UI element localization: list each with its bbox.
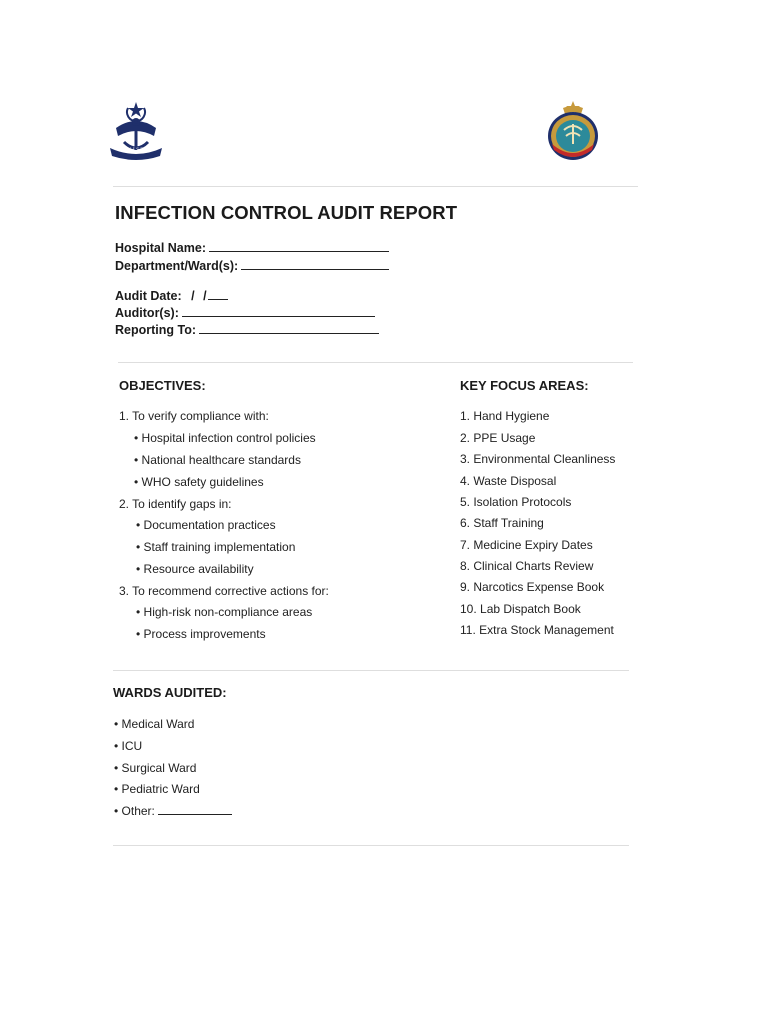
ward-item: • Medical Ward bbox=[114, 717, 195, 731]
focus-area-item: 3. Environmental Cleanliness bbox=[460, 452, 616, 466]
audit-date-label: Audit Date: bbox=[115, 289, 182, 303]
department-label: Department/Ward(s): bbox=[115, 259, 239, 273]
hospital-name-label: Hospital Name: bbox=[115, 241, 206, 255]
objectives-heading: OBJECTIVES: bbox=[119, 378, 206, 393]
focus-area-item: 6. Staff Training bbox=[460, 516, 544, 530]
objective-item: 1. To verify compliance with: bbox=[119, 409, 269, 423]
hospital-emblem-icon bbox=[546, 100, 600, 162]
section-divider bbox=[118, 362, 633, 363]
focus-areas-heading: KEY FOCUS AREAS: bbox=[460, 378, 589, 393]
reporting-to-field[interactable] bbox=[115, 322, 379, 337]
ward-item: • ICU bbox=[114, 739, 143, 753]
auditors-field[interactable] bbox=[115, 305, 375, 320]
report-title: INFECTION CONTROL AUDIT REPORT bbox=[115, 202, 458, 223]
section-divider bbox=[113, 670, 629, 671]
focus-area-item: 9. Narcotics Expense Book bbox=[460, 580, 605, 594]
ward-other-line[interactable] bbox=[158, 804, 232, 815]
department-line[interactable] bbox=[241, 258, 389, 270]
hospital-name-field[interactable] bbox=[115, 240, 389, 255]
ward-item: • Surgical Ward bbox=[114, 761, 197, 775]
department-field[interactable] bbox=[115, 258, 389, 273]
audit-date-separator: / bbox=[191, 289, 195, 303]
ward-item: • Other: bbox=[114, 804, 155, 818]
focus-area-item: 2. PPE Usage bbox=[460, 431, 536, 445]
audit-date-separator: / bbox=[203, 289, 207, 303]
focus-area-item: 7. Medicine Expiry Dates bbox=[460, 538, 593, 552]
focus-area-item: 10. Lab Dispatch Book bbox=[460, 602, 581, 616]
ward-other-field[interactable] bbox=[114, 804, 232, 818]
focus-area-item: 1. Hand Hygiene bbox=[460, 409, 550, 423]
audit-date-line[interactable] bbox=[208, 288, 228, 300]
objective-item: • Process improvements bbox=[136, 627, 266, 641]
objective-item: • WHO safety guidelines bbox=[134, 475, 264, 489]
reporting-to-label: Reporting To: bbox=[115, 323, 196, 337]
focus-area-item: 4. Waste Disposal bbox=[460, 474, 557, 488]
objective-item: 3. To recommend corrective actions for: bbox=[119, 584, 329, 598]
objective-item: • National healthcare standards bbox=[134, 453, 301, 467]
header-divider bbox=[113, 186, 638, 187]
focus-area-item: 8. Clinical Charts Review bbox=[460, 559, 594, 573]
footer-divider bbox=[113, 845, 629, 846]
audit-date-field[interactable] bbox=[115, 288, 228, 303]
auditors-line[interactable] bbox=[182, 305, 375, 317]
wards-audited-heading: WARDS AUDITED: bbox=[113, 685, 227, 700]
hospital-name-line[interactable] bbox=[209, 240, 389, 252]
focus-area-item: 11. Extra Stock Management bbox=[460, 623, 614, 637]
objective-item: 2. To identify gaps in: bbox=[119, 497, 232, 511]
objective-item: • High-risk non-compliance areas bbox=[136, 605, 313, 619]
ward-item: • Pediatric Ward bbox=[114, 782, 200, 796]
reporting-to-line[interactable] bbox=[199, 322, 379, 334]
objective-item: • Hospital infection control policies bbox=[134, 431, 316, 445]
navy-anchor-crest-icon bbox=[108, 100, 164, 162]
focus-area-item: 5. Isolation Protocols bbox=[460, 495, 572, 509]
objective-item: • Documentation practices bbox=[136, 518, 276, 532]
logo-caption: PAKISTAN bbox=[119, 148, 155, 153]
objective-item: • Staff training implementation bbox=[136, 540, 296, 554]
objective-item: • Resource availability bbox=[136, 562, 254, 576]
auditors-label: Auditor(s): bbox=[115, 306, 179, 320]
